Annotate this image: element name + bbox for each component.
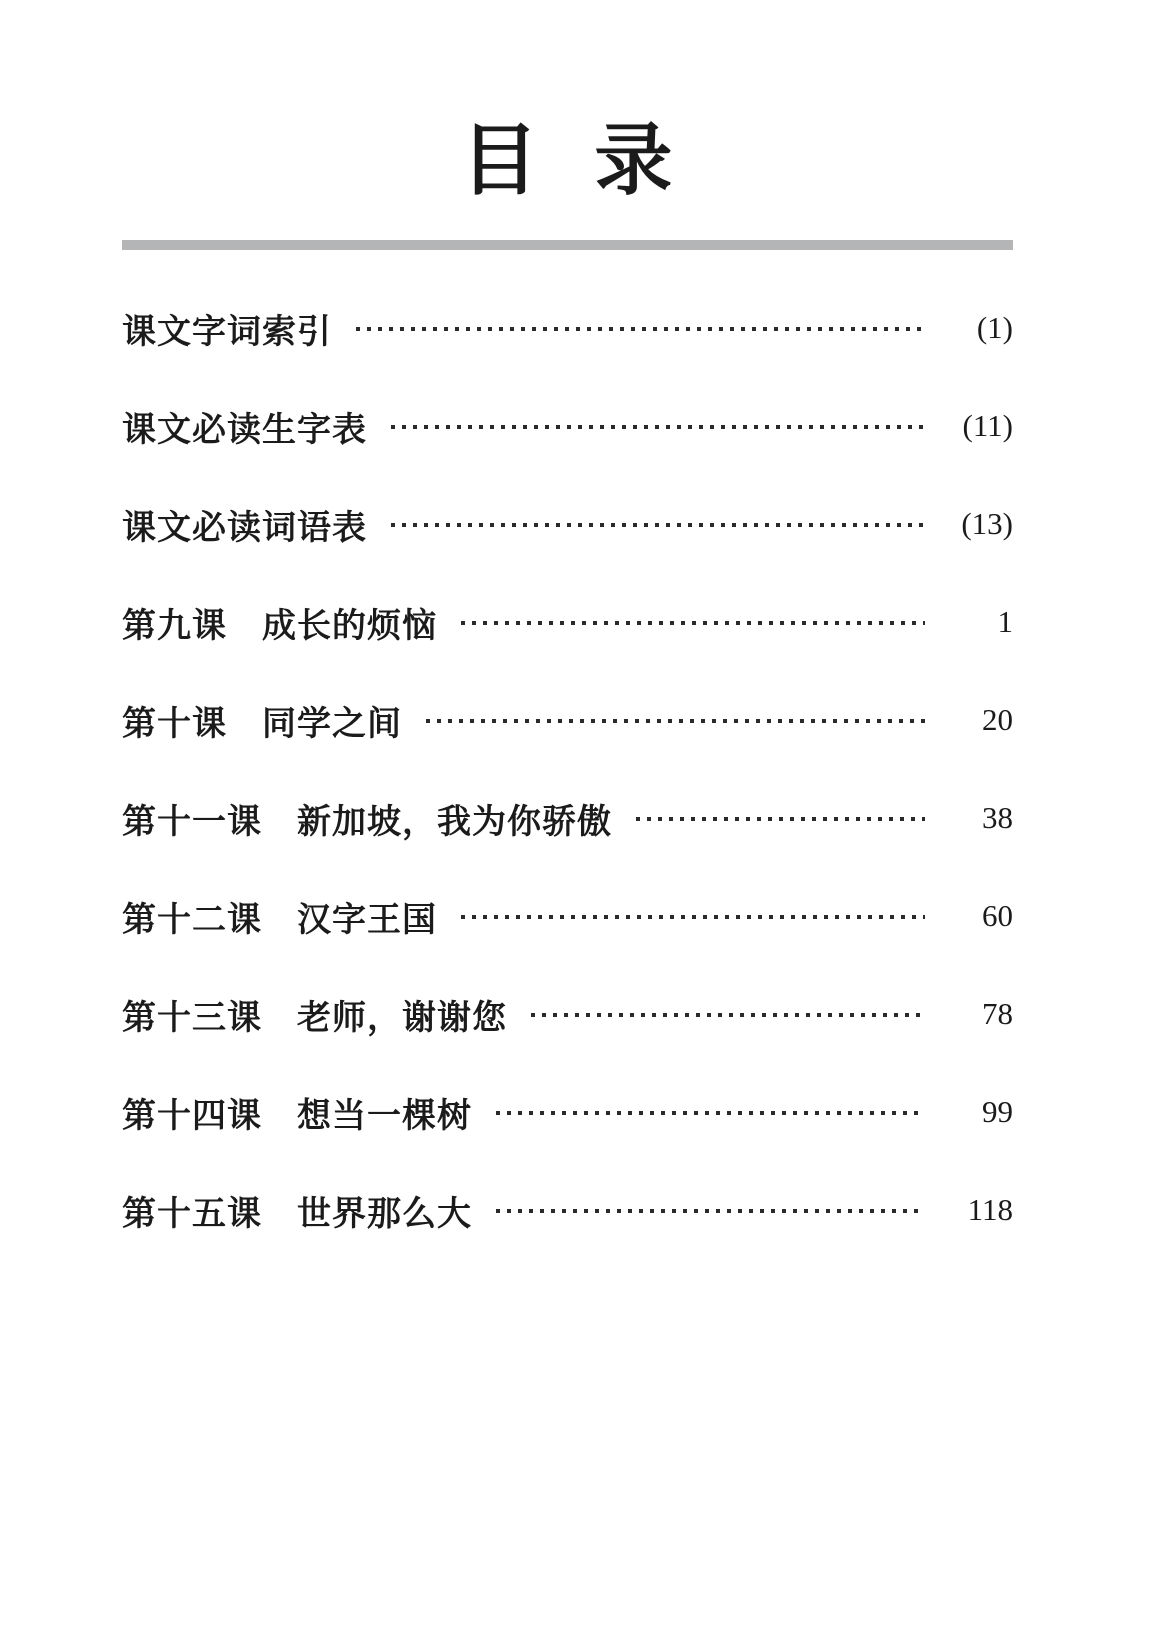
- toc-entry-label: 第十五课 世界那么大: [122, 1194, 472, 1233]
- dot-leader: [496, 1209, 925, 1213]
- toc-entry: [122, 502, 1013, 546]
- toc-entry-page: 38: [982, 800, 1013, 835]
- toc-entry-label: 课文必读词语表: [122, 508, 367, 547]
- toc-entry: [122, 992, 1013, 1036]
- toc-entry-label: 第十一课 新加坡，我为你骄傲: [122, 802, 612, 841]
- toc-entry-page: 78: [982, 996, 1013, 1031]
- toc-list: [122, 306, 1013, 1232]
- toc-entry: [122, 1090, 1013, 1134]
- title-divider-bar: [122, 240, 1013, 250]
- toc-entry-page: 60: [982, 898, 1013, 933]
- toc-entry-page: (1): [976, 310, 1013, 345]
- toc-entry-label: 第十四课 想当一棵树: [122, 1096, 472, 1135]
- toc-entry-label: 课文字词索引: [122, 312, 332, 351]
- toc-entry-page: 20: [982, 702, 1013, 737]
- dot-leader: [391, 523, 925, 527]
- toc-entry-page: (11): [962, 408, 1013, 443]
- toc-entry: [122, 796, 1013, 840]
- dot-leader: [426, 719, 925, 723]
- page-title: 目 录: [460, 116, 675, 204]
- toc-entry-label: 第十课 同学之间: [122, 704, 402, 743]
- dot-leader: [496, 1111, 925, 1115]
- toc-entry-label: 第十二课 汉字王国: [122, 900, 437, 939]
- toc-entry-label: 第十三课 老师，谢谢您: [122, 998, 507, 1037]
- toc-entry-page: 1: [997, 604, 1013, 639]
- dot-leader: [636, 817, 925, 821]
- toc-content: [122, 118, 1013, 1232]
- toc-entry: [122, 698, 1013, 742]
- dot-leader: [391, 425, 925, 429]
- dot-leader: [356, 327, 925, 331]
- toc-entry-page: 99: [982, 1094, 1013, 1129]
- toc-entry: [122, 306, 1013, 350]
- toc-entry: [122, 894, 1013, 938]
- dot-leader: [461, 915, 925, 919]
- dot-leader: [531, 1013, 925, 1017]
- toc-entry-label: 第九课 成长的烦恼: [122, 606, 437, 645]
- toc-page: [0, 118, 1149, 1648]
- toc-entry-page: (13): [961, 506, 1013, 541]
- toc-entry: [122, 404, 1013, 448]
- toc-entry-label: 课文必读生字表: [122, 410, 367, 449]
- toc-entry: [122, 600, 1013, 644]
- dot-leader: [461, 621, 925, 625]
- toc-entry-page: 118: [967, 1192, 1013, 1227]
- toc-entry: [122, 1188, 1013, 1232]
